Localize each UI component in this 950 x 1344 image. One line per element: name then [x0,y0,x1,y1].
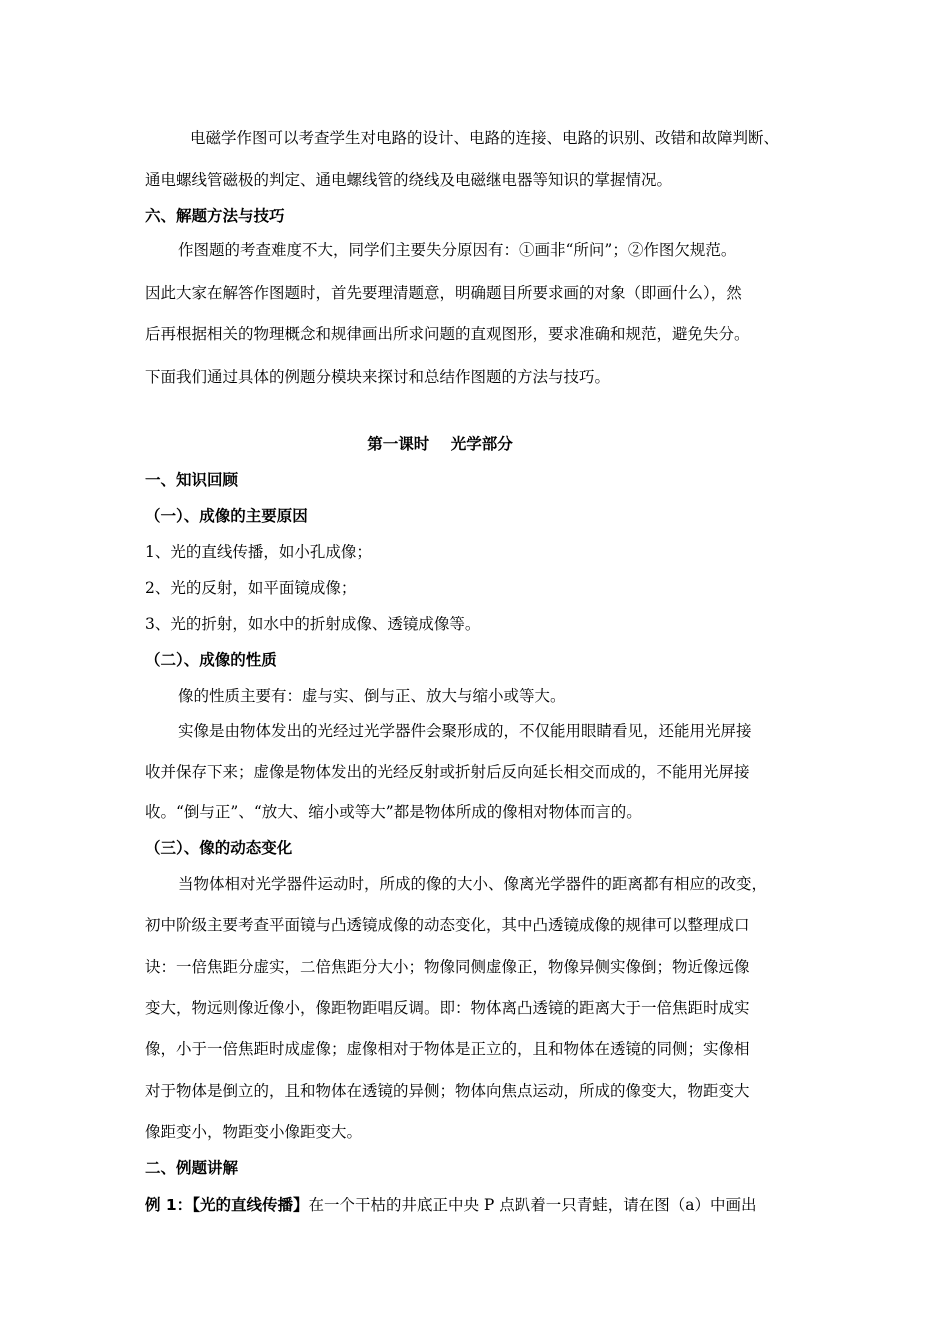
example-1 [145,1195,756,1215]
lesson-title: 第一课时 光学部分 [367,435,513,453]
dynamics-line-2: 初中阶级主要考查平面镜与凸透镜成像的动态变化，其中凸透镜成像的规律可以整理成口 [145,916,750,934]
methods-line-1: 作图题的考查难度不大，同学们主要失分原因有：①画非“所问”；②作图欠规范。 [178,241,737,259]
dynamics-line-3: 诀：一倍焦距分虚实，二倍焦距分大小；物像同侧虚像正，物像异侧实像倒；物近像远像 [145,958,750,976]
section-heading-methods: 六、解题方法与技巧 [145,207,285,225]
section-heading-knowledge: 一、知识回顾 [145,471,239,489]
example-1-tag: 【光的直线传播】 [192,1196,309,1214]
section-heading-examples: 二、例题讲解 [145,1159,239,1177]
example-1-label: 例 1： [145,1196,193,1214]
subheading-causes: （一）、成像的主要原因 [145,507,308,525]
methods-line-3: 后再根据相关的物理概念和规律画出所求问题的直观图形，要求准确和规范，避免失分。 [145,325,750,343]
dynamics-line-7: 像距变小，物距变小像距变大。 [145,1123,363,1141]
methods-line-2: 因此大家在解答作图题时，首先要理清题意，明确题目所要求画的对象（即画什么），然 [145,284,742,302]
dynamics-line-1: 当物体相对光学器件运动时，所成的像的大小、像离光学器件的距离都有相应的改变， [178,875,768,893]
properties-para-2-line-1: 实像是由物体发出的光经过光学器件会聚形成的，不仅能用眼睛看见，还能用光屏接 [178,722,752,740]
methods-line-4: 下面我们通过具体的例题分模块来探讨和总结作图题的方法与技巧。 [145,368,611,386]
dynamics-line-4: 变大，物远则像近像小，像距物距唱反调。即：物体离凸透镜的距离大于一倍焦距时成实 [145,999,750,1017]
cause-item-2: 2、光的反射，如平面镜成像； [145,579,357,597]
properties-para-2-line-3: 收。“倒与正”、“放大、缩小或等大”都是物体所成的像相对物体而言的。 [145,803,642,821]
cause-item-3: 3、光的折射，如水中的折射成像、透镜成像等。 [145,615,481,633]
example-1-text: 在一个干枯的井底正中央 P 点趴着一只青蛙，请在图（a）中画出 [308,1196,757,1214]
dynamics-line-6: 对于物体是倒立的，且和物体在透镜的异侧；物体向焦点运动，所成的像变大，物距变大 [145,1082,750,1100]
properties-para-2-line-2: 收并保存下来；虚像是物体发出的光经反射或折射后反向延长相交而成的，不能用光屏接 [145,763,750,781]
properties-para-1: 像的性质主要有：虚与实、倒与正、放大与缩小或等大。 [178,687,566,705]
intro-line-1: 电磁学作图可以考查学生对电路的设计、电路的连接、电路的识别、改错和故障判断、 [190,129,780,147]
subheading-properties: （二）、成像的性质 [145,651,277,669]
subheading-dynamics: （三）、像的动态变化 [145,839,293,857]
intro-line-2: 通电螺线管磁极的判定、通电螺线管的绕线及电磁继电器等知识的掌握情况。 [145,171,673,189]
cause-item-1: 1、光的直线传播，如小孔成像； [145,543,372,561]
dynamics-line-5: 像，小于一倍焦距时成虚像；虚像相对于物体是正立的，且和物体在透镜的同侧；实像相 [145,1040,750,1058]
